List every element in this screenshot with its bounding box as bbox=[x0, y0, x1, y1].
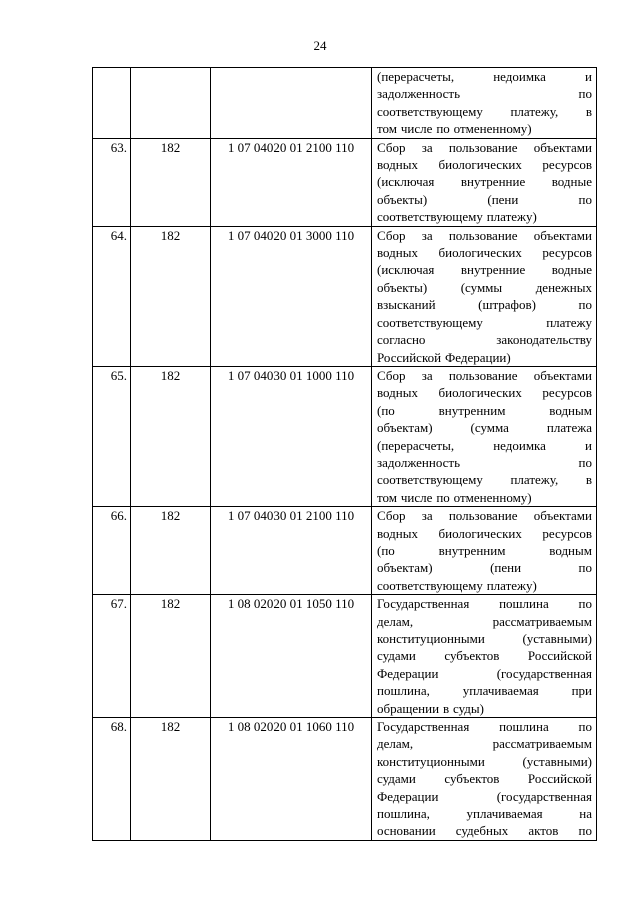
description-line: соответствующему платежу, в bbox=[377, 103, 592, 119]
description-line: водных биологических ресурсов bbox=[377, 525, 592, 541]
description-cell bbox=[372, 595, 597, 718]
description-line: (по внутренним водным bbox=[377, 402, 592, 418]
description-line: конституционными (уставными) bbox=[377, 753, 592, 769]
description-line: объектам) (пени по bbox=[377, 560, 592, 576]
row-number-cell: 65. bbox=[93, 366, 131, 506]
table-row bbox=[93, 138, 597, 226]
description-line: Государственная пошлина по bbox=[377, 596, 592, 612]
description-line: Государственная пошлина по bbox=[377, 719, 592, 735]
description-line: (перерасчеты, недоимка и bbox=[377, 437, 592, 453]
row-number-cell bbox=[93, 68, 131, 139]
description-line: задолженность по bbox=[377, 86, 592, 102]
admin-code-cell: 182 bbox=[131, 366, 211, 506]
row-number-cell: 66. bbox=[93, 507, 131, 595]
description-line: том числе по отмененному) bbox=[377, 121, 532, 137]
description-cell bbox=[372, 718, 597, 841]
admin-code-cell: 182 bbox=[131, 718, 211, 841]
description-line: пошлина, уплачиваемая при bbox=[377, 683, 592, 699]
description-line: Федерации (государственная bbox=[377, 665, 592, 681]
description-line: водных биологических ресурсов bbox=[377, 157, 592, 173]
description-line: водных биологических ресурсов bbox=[377, 245, 592, 261]
description-cell bbox=[372, 366, 597, 506]
description-line: Сбор за пользование объектами bbox=[377, 508, 592, 524]
table-row bbox=[93, 68, 597, 139]
description-line: объекты) (пени по bbox=[377, 191, 592, 207]
description-line: соответствующему платежу) bbox=[377, 209, 537, 225]
description-line: том числе по отмененному) bbox=[377, 489, 532, 505]
admin-code-cell: 182 bbox=[131, 507, 211, 595]
description-line: соответствующему платежу bbox=[377, 314, 592, 330]
budget-codes-table bbox=[92, 67, 597, 841]
budget-classification-code-cell: 1 07 04020 01 3000 110 bbox=[211, 226, 372, 366]
description-cell bbox=[372, 138, 597, 226]
description-line: взысканий (штрафов) по bbox=[377, 297, 592, 313]
table-row bbox=[93, 718, 597, 841]
budget-classification-code-cell: 1 08 02020 01 1060 110 bbox=[211, 718, 372, 841]
description-line: объектам) (сумма платежа bbox=[377, 420, 592, 436]
description-cell bbox=[372, 226, 597, 366]
table-row bbox=[93, 366, 597, 506]
description-line: (исключая внутренние водные bbox=[377, 174, 592, 190]
description-line: соответствующему платежу) bbox=[377, 577, 537, 593]
admin-code-cell: 182 bbox=[131, 595, 211, 718]
description-line: Сбор за пользование объектами bbox=[377, 139, 592, 155]
row-number-cell: 64. bbox=[93, 226, 131, 366]
description-line: судами субъектов Российской bbox=[377, 648, 592, 664]
admin-code-cell bbox=[131, 68, 211, 139]
budget-classification-code-cell: 1 07 04020 01 2100 110 bbox=[211, 138, 372, 226]
description-line: задолженность по bbox=[377, 454, 592, 470]
description-line: конституционными (уставными) bbox=[377, 631, 592, 646]
description-line: (по внутренним водным bbox=[377, 542, 592, 558]
description-line: водных биологических ресурсов bbox=[377, 385, 592, 401]
description-line: Федерации (государственная bbox=[377, 788, 592, 804]
description-line: Сбор за пользование объектами bbox=[377, 367, 592, 383]
budget-classification-code-cell: 1 07 04030 01 2100 110 bbox=[211, 507, 372, 595]
description-line: соответствующему платежу, в bbox=[377, 472, 592, 488]
row-number-cell: 67. bbox=[93, 595, 131, 718]
description-line: обращении в суды) bbox=[377, 700, 484, 716]
table-body bbox=[93, 68, 597, 841]
description-line: судами субъектов Российской bbox=[377, 771, 592, 787]
description-cell bbox=[372, 68, 597, 139]
row-number-cell: 68. bbox=[93, 718, 131, 841]
description-line: согласно законодательству bbox=[377, 332, 592, 348]
description-line: Российской Федерации) bbox=[377, 349, 511, 365]
admin-code-cell: 182 bbox=[131, 226, 211, 366]
description-cell bbox=[372, 507, 597, 595]
page-number: 24 bbox=[313, 38, 327, 53]
table-row bbox=[93, 595, 597, 718]
budget-classification-code-cell: 1 08 02020 01 1050 110 bbox=[211, 595, 372, 718]
description-line: (перерасчеты, недоимка и bbox=[377, 69, 592, 84]
description-line: делам, рассматриваемым bbox=[377, 736, 592, 752]
description-line: Сбор за пользование объектами bbox=[377, 227, 592, 243]
table-row bbox=[93, 226, 597, 366]
row-number-cell: 63. bbox=[93, 138, 131, 226]
admin-code-cell: 182 bbox=[131, 138, 211, 226]
budget-classification-code-cell: 1 07 04030 01 1000 110 bbox=[211, 366, 372, 506]
budget-classification-code-cell bbox=[211, 68, 372, 139]
description-line: делам, рассматриваемым bbox=[377, 613, 592, 629]
description-line: объекты) (суммы денежных bbox=[377, 279, 592, 295]
description-line: (исключая внутренние водные bbox=[377, 262, 592, 278]
description-line: основании судебных актов по bbox=[377, 823, 592, 839]
description-line: пошлина, уплачиваемая на bbox=[377, 806, 592, 822]
table-row bbox=[93, 507, 597, 595]
